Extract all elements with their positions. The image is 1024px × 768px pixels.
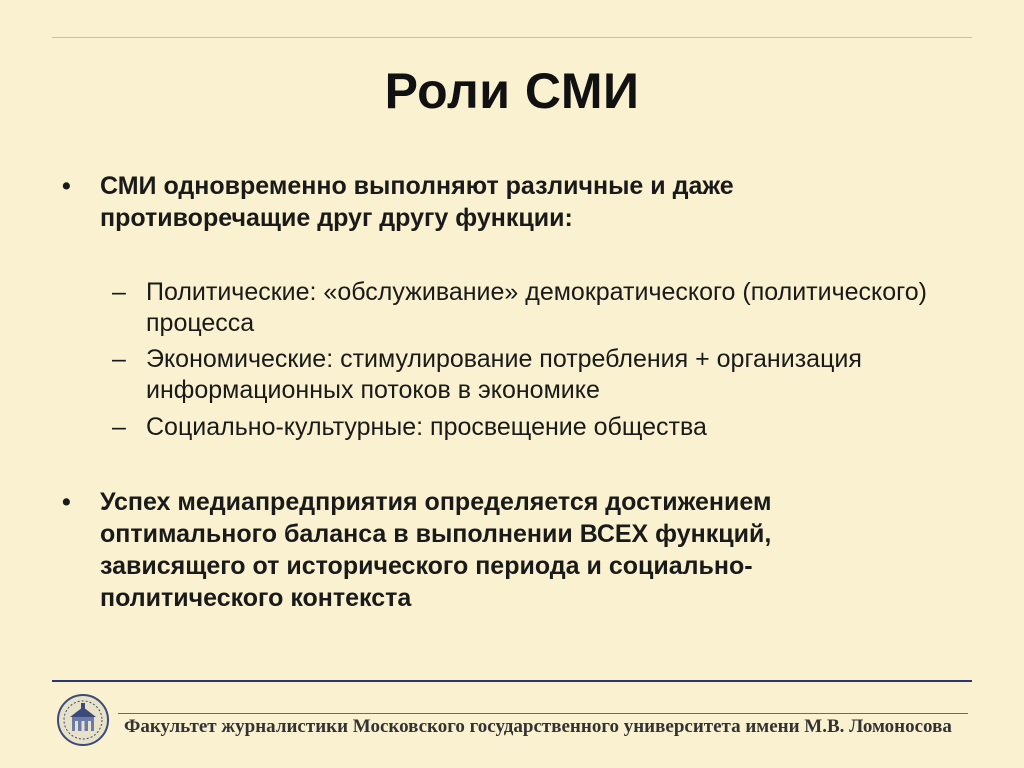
dash-marker: – bbox=[112, 345, 126, 373]
top-divider bbox=[52, 37, 972, 38]
bullet-text: Успех медиапредприятия определяется достижением оптимального баланса в выполнении ВСЕХ функций, зависящего от исторического периода и социально-политического контекста bbox=[100, 488, 772, 612]
footer-text: Факультет журналистики Московского государственного университета имени М.В. Ломоносова bbox=[124, 716, 952, 737]
dash-marker: – bbox=[112, 278, 126, 306]
bullet-marker: • bbox=[62, 172, 71, 200]
sub-item-text: Политические: «обслуживание» демократического (политического) процесса bbox=[146, 278, 927, 337]
university-seal-icon bbox=[56, 693, 110, 747]
bottom-divider bbox=[52, 680, 972, 682]
slide-title: Роли СМИ bbox=[384, 63, 640, 119]
sub-item-text: Экономические: стимулирование потребления + организация информационных потоков в экономике bbox=[146, 345, 862, 404]
bullet-marker: • bbox=[62, 488, 71, 516]
bullet-text: СМИ одновременно выполняют различные и даже противоречащие друг другу функции: bbox=[100, 172, 734, 232]
dash-marker: – bbox=[112, 413, 126, 441]
sub-item-text: Социально-культурные: просвещение общества bbox=[146, 413, 707, 441]
